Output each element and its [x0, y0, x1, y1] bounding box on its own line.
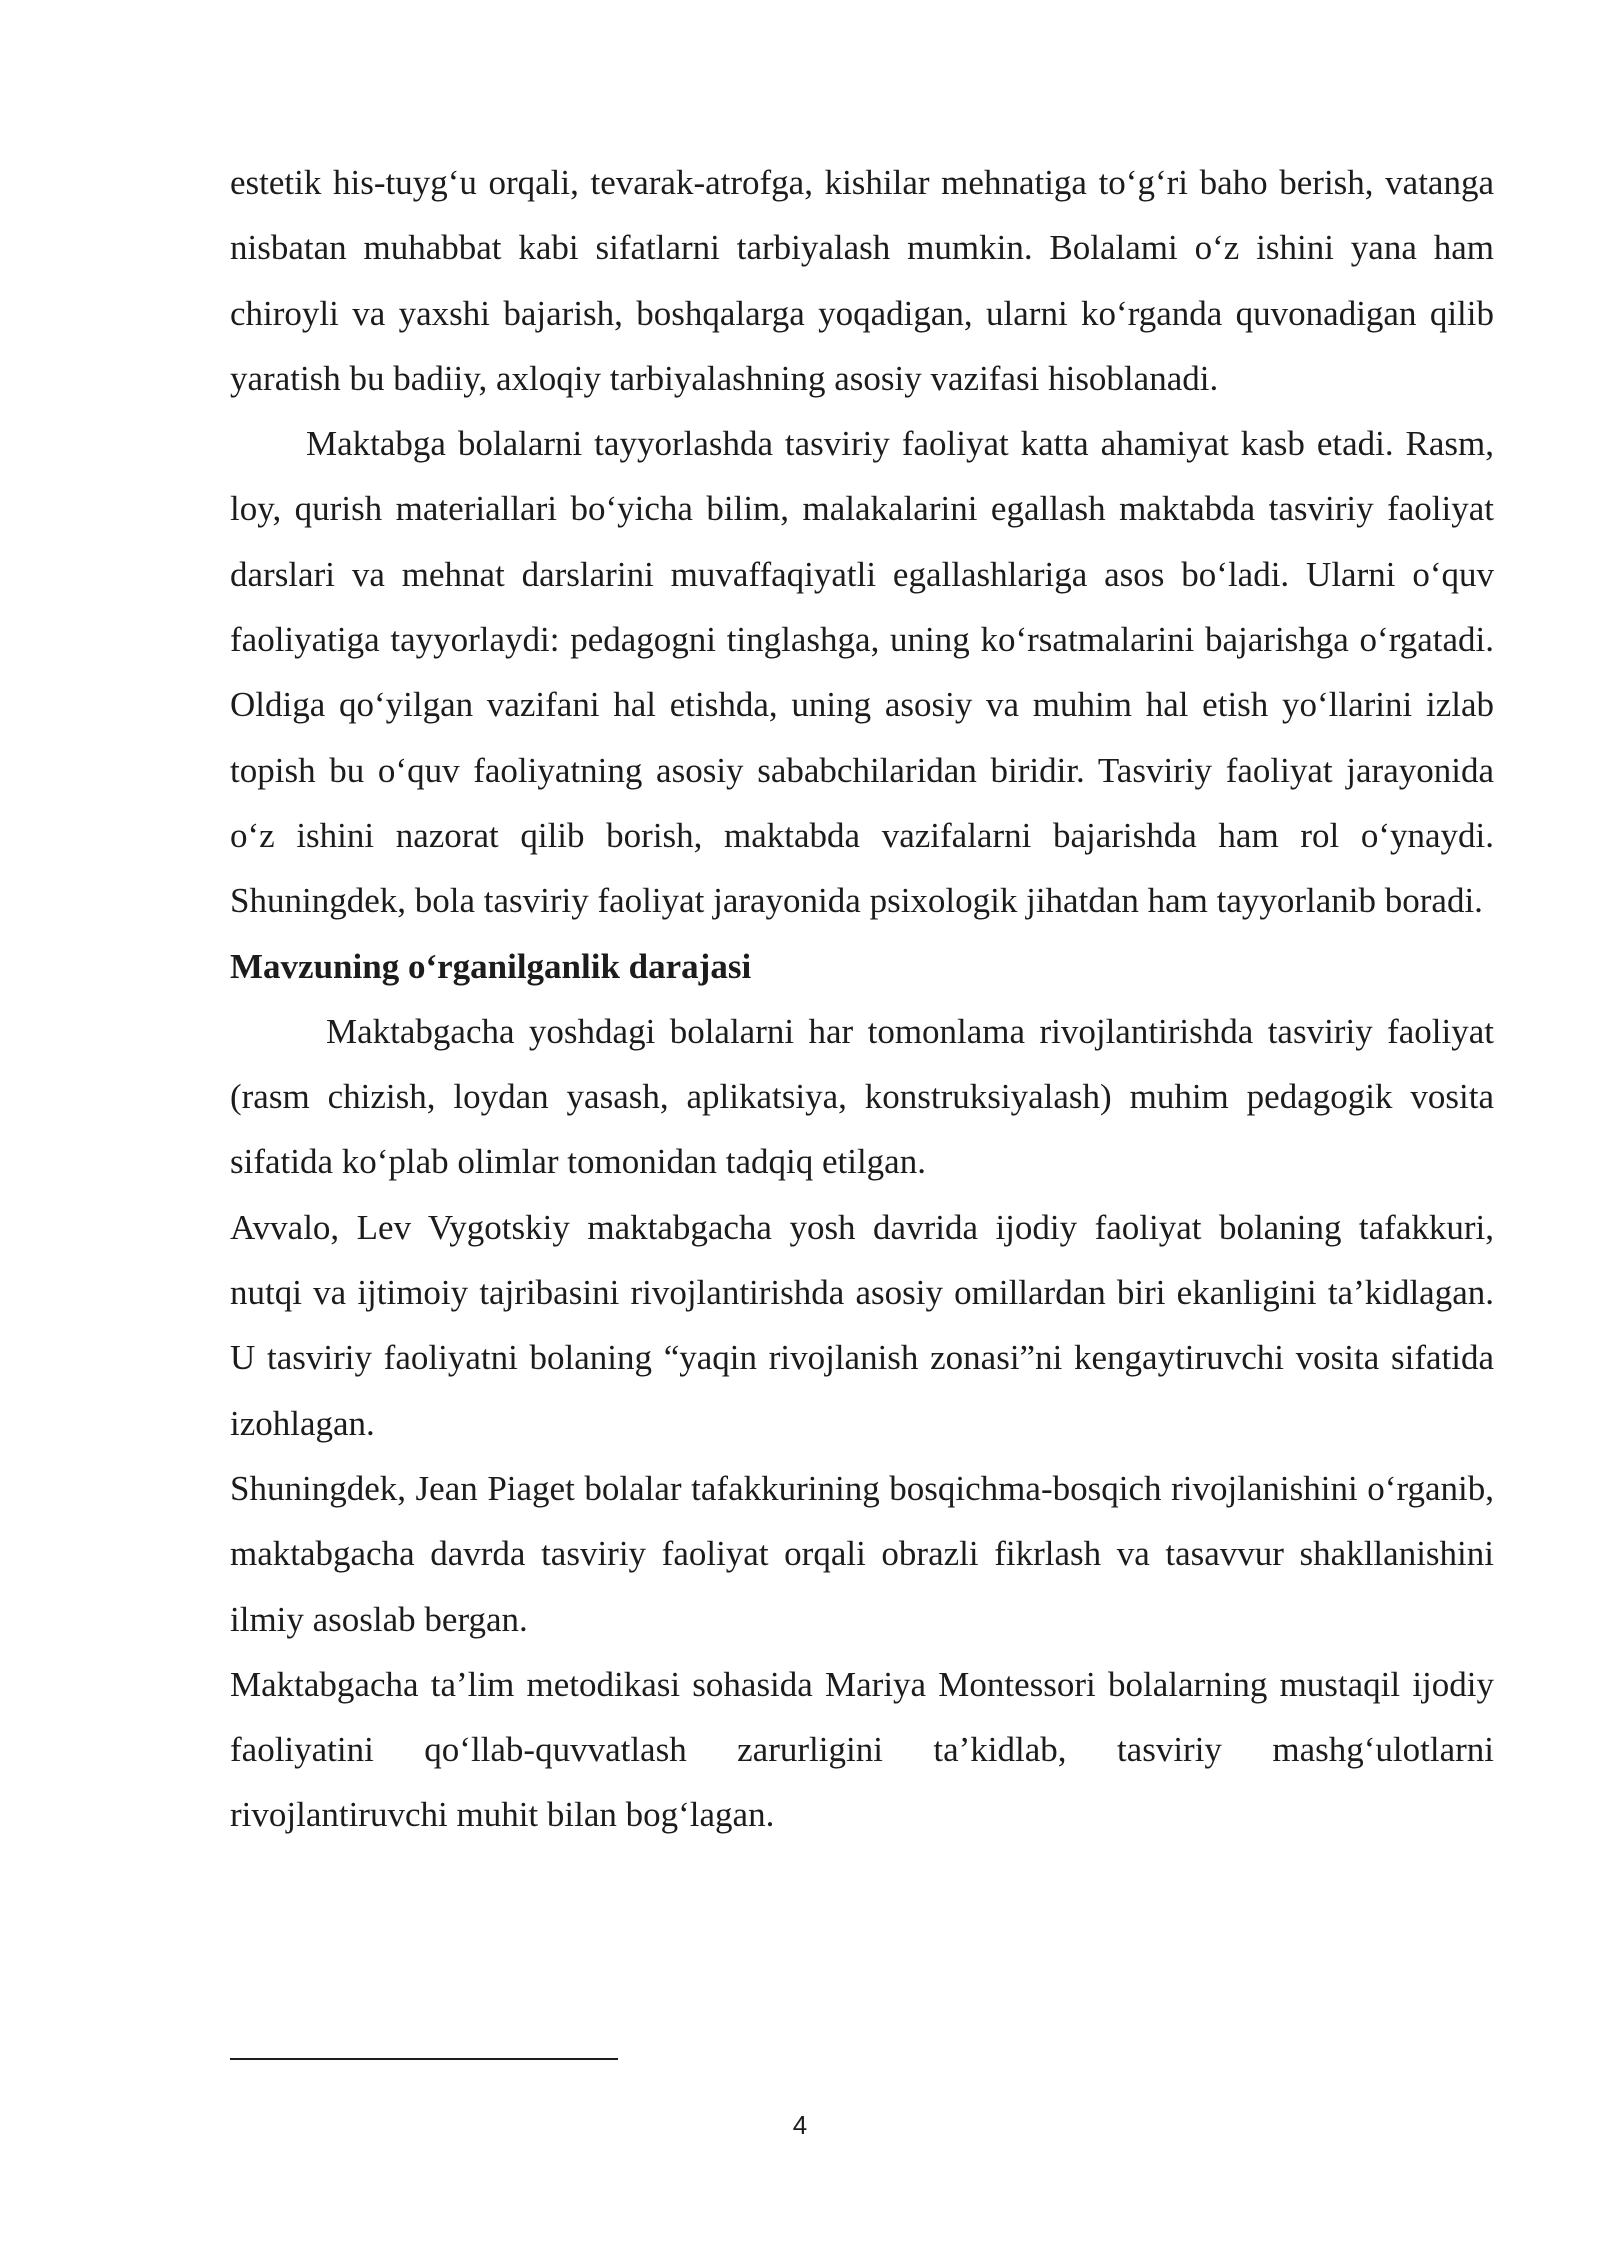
paragraph-piaget: Shuningdek, Jean Piaget bolalar tafakkurining bosqichma-bosqich rivojlanishini o‘rganib, maktabgacha davrda tasviriy faoliyat orqali obrazli fikrlash va tasavvur shakllanishini ilmiy asoslab bergan. [230, 1468, 1494, 1639]
paragraph-school-readiness: Maktabga bolalarni tayyorlashda tasviriy faoliyat katta ahamiyat kasb etadi. Rasm, loy, qurish materiallari bo‘yicha bilim, malakalarini egallash maktabda tasviriy faoliyat darslari va mehnat darslarini muvaffaqiyatli egallashlariga asos bo‘ladi. Ularni o‘quv faoliyatiga tayyorlaydi: pedagogni tinglashga, uning ko‘rsatmalarini bajarishga o‘rgatadi. Oldiga qo‘yilgan vazifani hal etishda, uning asosiy va muhim hal etish yo‘llarini izlab topish bu o‘quv faoliyatning asosiy sababchilaridan biridir. Tasviriy faoliyat jarayonida o‘z ishini nazorat qilib borish, maktabda vazifalarni bajarishda ham rol o‘ynaydi. Shuningdek, bola tasviriy faoliyat jarayonida psixologik jihatdan ham tayyorlanib boradi. [230, 424, 1494, 921]
paragraph-overview: Maktabgacha yoshdagi bolalarni har tomonlama rivojlantirishda tasviriy faoliyat (rasm chizish, loydan yasash, aplikatsiya, konstruksiyalash) muhim pedagogik vosita sifatida ko‘plab olimlar tomonidan tadqiq etilgan. [230, 1011, 1494, 1182]
page-number: 4 [792, 2110, 808, 2140]
body-text [230, 150, 1494, 1848]
paragraph-montessori: Maktabgacha ta’lim metodikasi sohasida Mariya Montessori bolalarning mustaqil ijodiy faoliyatini qo‘llab-quvvatlash zarurligini ta’kidlab, tasviriy mashg‘ulotlarni rivojlantiruvchi muhit bilan bog‘lagan. [230, 1664, 1494, 1835]
paragraph-continuation: estetik his-tuyg‘u orqali, tevarak-atrofga, kishilar mehnatiga to‘g‘ri baho berish, vatanga nisbatan muhabbat kabi sifatlarni tarbiyalash mumkin. Bolalami o‘z ishini yana ham chiroyli va yaxshi bajarish, boshqalarga yoqadigan, ularni ko‘rganda quvonadigan qilib yaratish bu badiiy, axloqiy tarbiyalashning asosiy vazifasi hisoblanadi. [230, 163, 1494, 398]
section-heading: Mavzuning o‘rganilganlik darajasi [230, 946, 752, 986]
paragraph-vygotsky: Avvalo, Lev Vygotskiy maktabgacha yosh davrida ijodiy faoliyat bolaning tafakkuri, nutqi va ijtimoiy tajribasini rivojlantirishda asosiy omillardan biri ekanligini ta’kidlagan. U tasviriy faoliyatni bolaning “yaqin rivojlanish zonasi”ni kengaytiruvchi vosita sifatida izohlagan. [230, 1207, 1494, 1443]
footnote-separator [230, 2058, 618, 2060]
